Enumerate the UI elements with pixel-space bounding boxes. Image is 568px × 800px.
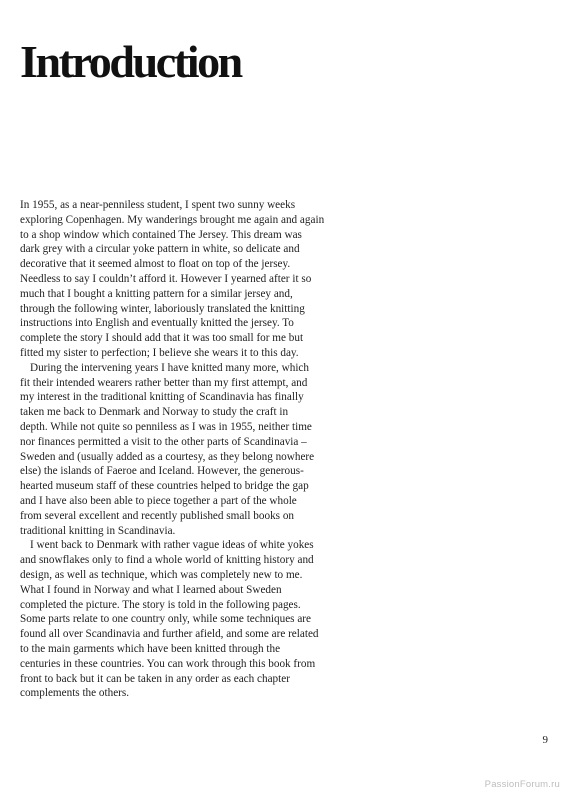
text-line: Needless to say I couldn’t afford it. However I yearned after it so [20,272,312,285]
text-line: design, as well as technique, which was completely new to me. [20,568,303,581]
text-line: hearted museum staff of these countries helped to bridge the gap [20,480,309,493]
text-line: front to back but it can be taken in any order as each chapter [20,672,290,685]
text-line: taken me back to Denmark and Norway to study the craft in [20,406,289,419]
text-line: and snowflakes only to find a whole world of knitting history and [20,554,314,567]
text-line: depth. While not quite so penniless as I was in 1955, neither time [20,420,312,433]
text-line: else) the islands of Faeroe and Iceland. However, the generous- [20,465,304,478]
text-line: complements the others. [20,687,130,700]
text-line: traditional knitting in Scandinavia. [20,524,176,537]
paragraph [20,361,380,539]
text-line: to a shop window which contained The Jersey. This dream was [20,228,302,241]
text-line: fitted my sister to perfection; I believe she wears it to this day. [20,346,299,359]
text-line: and I have also been able to piece together a part of the whole [20,494,297,507]
text-line: nor finances permitted a visit to the other parts of Scandinavia – [20,435,307,448]
text-line: complete the story I should add that it was too small for me but [20,332,304,345]
paragraph [20,538,380,701]
text-line: centuries in these countries. You can work through this book from [20,657,316,670]
text-line: completed the picture. The story is told in the following pages. [20,598,301,611]
text-line: found all over Scandinavia and further afield, and some are related [20,628,319,641]
body-text [20,198,380,701]
text-line: to the main garments which have been knitted through the [20,642,281,655]
text-line: instructions into English and eventually knitted the jersey. To [20,317,294,330]
text-line: through the following winter, laboriously translated the knitting [20,302,305,315]
text-line: During the intervening years I have knitted many more, which [30,361,309,374]
text-line: What I found in Norway and what I learned about Sweden [20,583,282,596]
page-title: Introduction [20,36,241,87]
text-line: I went back to Denmark with rather vague ideas of white yokes [30,539,314,552]
text-line: fit their intended wearers rather better than my first attempt, and [20,376,308,389]
page-number: 9 [542,734,548,746]
text-line: decorative that it seemed almost to float on top of the jersey. [20,258,291,271]
text-line: In 1955, as a near-penniless student, I spent two sunny weeks [20,199,296,211]
text-line: Some parts relate to one country only, while some techniques are [20,613,311,626]
text-line: exploring Copenhagen. My wanderings brought me again and again [20,213,325,226]
text-line: from several excellent and recently published small books on [20,509,295,522]
text-line: my interest in the traditional knitting of Scandinavia has finally [20,391,304,404]
watermark: PassionForum.ru [484,779,560,790]
text-line: Sweden and (usually added as a courtesy, as they belong nowhere [20,450,315,463]
paragraph [20,198,380,361]
text-line: dark grey with a circular yoke pattern in white, so delicate and [20,243,300,256]
text-line: much that I bought a knitting pattern for a similar jersey and, [20,287,293,300]
